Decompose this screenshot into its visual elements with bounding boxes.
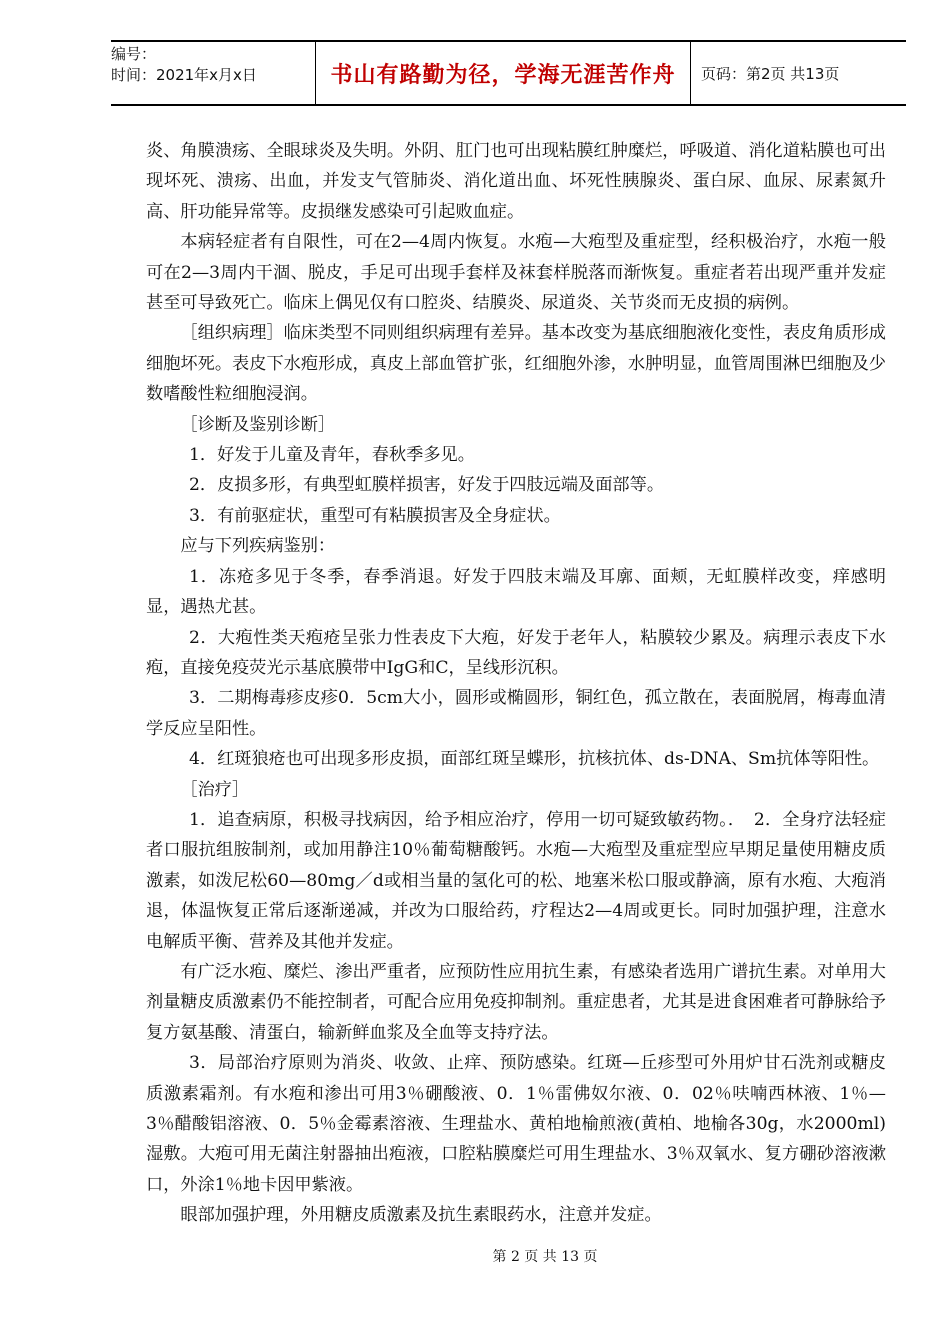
paragraph: 本病轻症者有自限性，可在2—4周内恢复。水疱—大疱型及重症型，经积极治疗，水疱一般可在2—3周内干涸、脱皮，手足可出现手套样及袜套样脱落而渐恢复。重症者若出现严重并发症甚至可导致死亡。临床上偶见仅有口腔炎、结膜炎、尿道炎、关节炎而无皮损的病例。 — [146, 232, 886, 314]
list-item: 2．大疱性类天疱疮呈张力性表皮下大疱，好发于老年人，粘膜较少累及。病理示表皮下水疱，直接免疫荧光示基底膜带中IgG和C，呈线形沉积。 — [146, 627, 886, 678]
paragraph: 有广泛水疱、糜烂、渗出严重者，应预防性应用抗生素，有感染者选用广谱抗生素。对单用大剂量糖皮质激素仍不能控制者，可配合应用免疫抑制剂。重症患者，尤其是进食困难者可静脉给予复方氨基酸、清蛋白，输新鲜血浆及全血等支持疗法。 — [146, 961, 886, 1043]
list-item: 4．红斑狼疮也可出现多形皮损，面部红斑呈蝶形，抗核抗体、ds-DNA、Sm抗体等阳性。 — [189, 749, 880, 770]
list-item: 3．局部治疗原则为消炎、收敛、止痒、预防感染。红斑—丘疹型可外用炉甘石洗剂或糖皮质激素霜剂。有水疱和渗出可用3％硼酸液、0．1％雷佛奴尔液、0．02％呋喃西林液、1％—3％醋酸铝溶液、0．5％金霉素溶液、生理盐水、黄柏地榆煎液(黄柏、地榆各30g，水2000ml)湿敷。大疱可用无菌注射器抽出疱液，口腔粘膜糜烂可用生理盐水、3％双氧水、复方硼砂溶液漱口，外涂1％地卡因甲紫液。 — [146, 1053, 886, 1195]
list-item: 1．追查病原，积极寻找病因，给予相应治疗，停用一切可疑致敏药物。． 2．全身疗法轻症者口服抗组胺制剂，或加用静注10％葡萄糖酸钙。水疱—大疱型及重症型应早期足量使用糖皮质激素，如泼尼松60—80mg／d或相当量的氢化可的松、地塞米松口服或静滴，原有水疱、大疱消退，体温恢复正常后逐渐递减，并改为口服给药，疗程达2—4周或更长。同时加强护理，注意水电解质平衡、营养及其他并发症。 — [146, 809, 886, 952]
header-page-number: 页码：第2页 共13页 — [701, 64, 840, 83]
paragraph: 炎、角膜溃疡、全眼球炎及失明。外阴、肛门也可出现粘膜红肿糜烂，呼吸道、消化道粘膜也可出现坏死、溃疡、出血，并发支气管肺炎、消化道出血、坏死性胰腺炎、蛋白尿、血尿、尿素氮升高、肝功能异常等。皮损继发感染可引起败血症。 — [146, 141, 886, 222]
document-time: 时间：2021年x月x日 — [111, 66, 257, 84]
document-body — [146, 136, 886, 1231]
list-item: 1．好发于儿童及青年，春秋季多见。 — [189, 445, 475, 466]
document-number: 编号： — [111, 45, 157, 63]
page-header — [111, 40, 906, 106]
list-item: 3．二期梅毒疹皮疹0．5cm大小，圆形或椭圆形，铜红色，孤立散在，表面脱屑，梅毒血清学反应呈阳性。 — [146, 688, 886, 739]
paragraph: 应与下列疾病鉴别： — [180, 536, 336, 557]
list-item: 1．冻疮多见于冬季，春季消退。好发于四肢末端及耳廓、面颊，无虹膜样改变，痒感明显，遇热尤甚。 — [146, 566, 886, 618]
paragraph: 眼部加强护理，外用糖皮质激素及抗生素眼药水，注意并发症。 — [180, 1205, 662, 1226]
header-motto: 书山有路勤为径，学海无涯苦作舟 — [315, 42, 691, 104]
section-heading: ［治疗］ — [180, 779, 250, 800]
list-item: 3．有前驱症状，重型可有粘膜损害及全身症状。 — [189, 505, 561, 526]
section-heading: ［诊断及鉴别诊断］ — [180, 414, 336, 435]
page-footer: 第 2 页 共 13 页 — [492, 1249, 598, 1265]
header-meta — [111, 42, 315, 104]
list-item: 2．皮损多形，有典型虹膜样损害，好发于四肢远端及面部等。 — [189, 475, 665, 496]
paragraph: ［组织病理］临床类型不同则组织病理有差异。基本改变为基底细胞液化变性，表皮角质形成细胞坏死。表皮下水疱形成，真皮上部血管扩张，红细胞外渗，水肿明显，血管周围淋巴细胞及少数嗜酸性粒细胞浸润。 — [146, 323, 886, 405]
